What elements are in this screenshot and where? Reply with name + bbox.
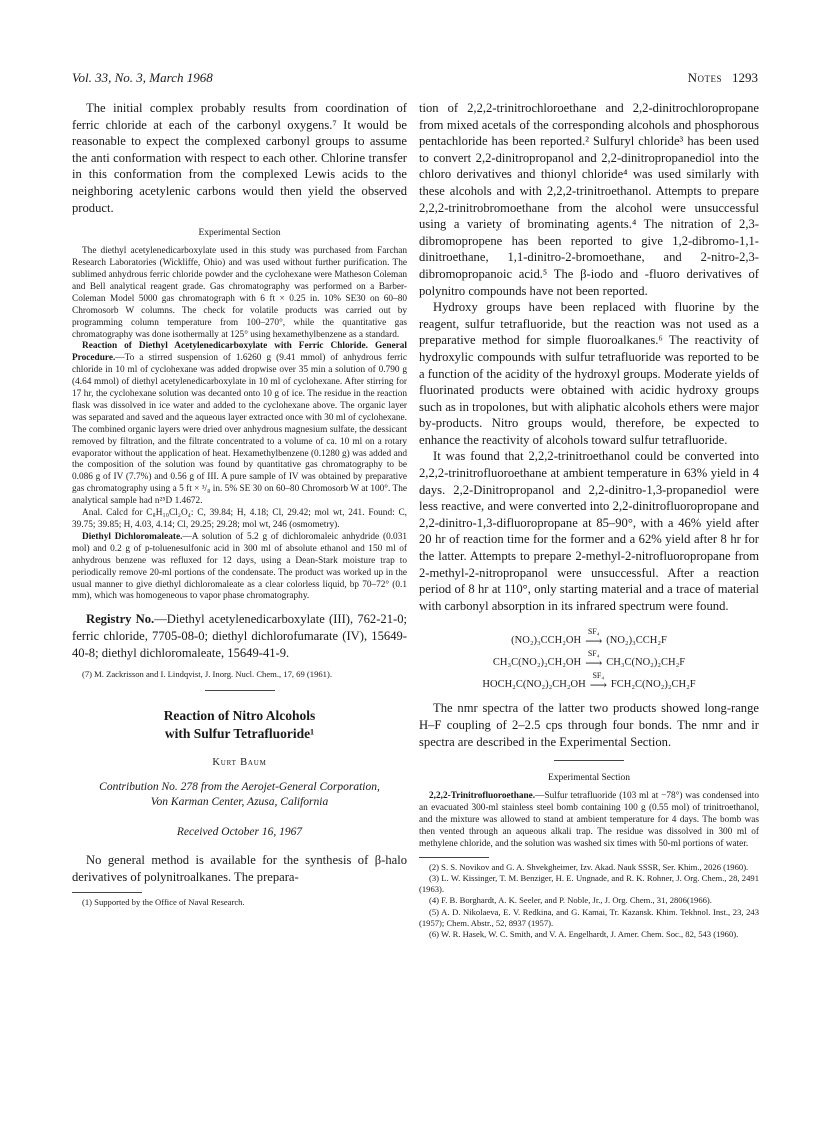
footnote: (5) A. D. Nikolaeva, E. V. Redkina, and G. Kamai, Tr. Kazansk. Khim. Tekhnol. Inst., 23, 243 (1957); Chem. Abstr., 52, 8937 (1957). [419, 906, 759, 928]
subheading: Diethyl Dichloromaleate. [82, 531, 183, 542]
paragraph: Hydroxy groups have been replaced with fluorine by the reagent, sulfur tetrafluoride, but the reaction was not used as a preparative method for simple fluoroalkanes.⁶ The reactivity of hydroxylic compounds with sulfur tetrafluoride was reported to be a function of the acidity of the hydroxyl groups. Moderate yields of fluorinated products were obtained with acidic hydroxy groups such as in tropolones, but with aliphatic alcohols ethers were major by-products. Nitro groups would, therefore, be expected to enhance the reactivity of alcohols toward sulfur tetrafluoride. [419, 300, 759, 447]
footnote-rule [72, 892, 142, 893]
title-line: Reaction of Nitro Alcohols [163, 708, 316, 724]
experimental-paragraph: The diethyl acetylenedicarboxylate used in this study was purchased from Farchan Research Laboratories (Wickliffe, Ohio) and was used without further purification. The sublimed anhydrous ferric chloride powder and the cyclohexane were Matheson Coleman and Bell analytical reagent grade. Gas chromatography was performed on a Barber-Coleman Model 5000 gas chromatograph with 6 ft × 0.25 in. 10% SE30 on 60–80 Chromosorb W columns. The check for volatile products was carried out by programming column temperature from 100–270°, while the quantitative gas chromatography was done isothermally at 125° using hexamethylbenzene as a standard. [72, 246, 407, 340]
paragraph-text: —A solution of 5.2 g of dichloromaleic anhydride (0.031 mol) and 0.2 g of p-toluenesulfonic acid in 300 ml of absolute ethanol and 150 ml of anhydrous benzene was refluxed for 12 days, using a Dean-Stark moisture trap to periodically remove 20-ml portions of the condensate. The product was worked up in the usual manner to give diethyl dichloromaleate as a clear colorless liquid, bp 70–72° (0.1 mm), which was homogeneous to vapor phase chromatography. [72, 531, 407, 602]
footnote: (2) S. S. Novikov and G. A. Shvekgheimer, Izv. Akad. Nauk SSSR, Ser. Khim., 2026 (1960). [429, 861, 749, 872]
reaction-line [419, 646, 759, 671]
footnote: (6) W. R. Hasek, W. C. Smith, and V. A. Engelhardt, J. Amer. Chem. Soc., 82, 543 (1960). [429, 928, 739, 939]
paragraph-text: —Diethyl acetylenedicarboxylate (III), 762-21-0; ferric chloride, 7705-08-0; diethyl dichlorofumarate (IV), 15649-40-8; diethyl dichloromaleate, 15649-41-9. [72, 612, 407, 660]
reactant: CH₃C(NO₂)₂CH₂OH [492, 657, 582, 669]
author: Kurt Baum [212, 757, 267, 769]
product: CH₃C(NO₂)₂CH₂F [606, 657, 686, 669]
page-number: 1293 [732, 70, 758, 85]
paragraph: The nmr spectra of the latter two products showed long-range H–F coupling of 2–2.5 cps through four bonds. The nmr and ir spectra are described in the Experimental Section. [419, 701, 759, 749]
reaction-line [419, 624, 759, 649]
left-column [72, 100, 407, 908]
paragraph: It was found that 2,2,2-trinitroethanol could be converted into 2,2,2-trinitrofluoroethane at ambient temperature in 63% yield in 4 days. 2,2-Dinitropropanol and 2,2-dinitro-1,3-propanediol were less reactive, and were converted into 2,2-dinitrofluoropropane and 2,2-dinitro-1,3-difluoropropane at 85–90°, with a 46% yield after 20 hr of reaction time for the former and a 62% yield after 8 hr for the latter. Attempts to prepare 2-methyl-2-nitrofluoropropane from 2-methyl-2-nitropropanol were unsuccessful. After a reaction period of 8 hr at 110°, only starting material and a trace of material with carbonyl absorption in its infrared spectrum were found. [419, 449, 759, 613]
running-header-right [688, 70, 758, 86]
reaction-arrow [585, 649, 603, 671]
arrow-icon: ⟶ [589, 678, 607, 693]
subheading: 2,2,2-Trinitrofluoroethane. [429, 791, 536, 802]
section-heading: Experimental Section [547, 773, 631, 784]
running-header-left: Vol. 33, No. 3, March 1968 [72, 70, 213, 85]
divider [205, 690, 275, 691]
experimental-paragraph [72, 532, 407, 603]
experimental-paragraph [419, 791, 759, 851]
footnote: (7) M. Zackrisson and I. Lindqvist, J. Inorg. Nucl. Chem., 17, 69 (1961). [82, 669, 332, 680]
subheading: Reaction of Diethyl Acetylenedicarboxylate with Ferric Chloride. General Procedure. [72, 341, 407, 364]
section-label: Notes [687, 70, 722, 85]
title-line: with Sulfur Tetrafluoride¹ [164, 726, 315, 742]
paragraph-text: —To a stirred suspension of 1.6260 g (9.41 mmol) of anhydrous ferric chloride in 10 ml of cyclohexane was added dropwise over 35 min a solution of 0.790 g (4.64 mmol) of diethyl acetylenedicarboxylate in 10 ml of cyclohexane. After stirring for 17 hr, the cyclohexane solution was decanted onto 10 g of ice. The residue in the reaction flask was dissolved in ice water and added to the cyclohexane above. The organic layer was separated and saved and the aqueous layer extracted once with 30 ml of cyclohexane. The combined organic layers were dried over anhydrous magnesium sulfate, the dessicant removed by filtration, and the filtrate concentrated to a volume of ca. 10 ml on a rotary evaporator without the application of heat. Hexamethylbenzene (0.1280 g) was added and the composition of the solution was found by quantitative gas chromatography to be 0.086 g of IV (7.7%) and 0.56 g of III. A pure sample of IV was obtained by preparative gas chromatography using a 5 ft × ³/₈ in. 5% SE 30 on 60–80 Chromosorb W at 100°. The analytical sample had n²⁵D 1.4672. [72, 353, 407, 507]
affiliation-line: Contribution No. 278 from the Aerojet-General Corporation, [99, 781, 380, 794]
section-heading: Experimental Section [198, 228, 281, 239]
reagent-label: SF₄ [587, 649, 600, 659]
reaction-arrow [589, 671, 607, 693]
reaction-line [419, 668, 759, 693]
registry-paragraph [72, 611, 407, 661]
reagent-label: SF₄ [587, 627, 600, 637]
footnote: (3) L. W. Kissinger, T. M. Benziger, H. E. Ungnade, and R. K. Rohner, J. Org. Chem., 28, 2491 (1963). [419, 872, 759, 895]
received-date: Received October 16, 1967 [176, 826, 303, 839]
paragraph: tion of 2,2,2-trinitrochloroethane and 2,2-dinitrochloropropane from mixed acetals of the corresponding alcohols and phosphorous pentachloride has been reported.² Sulfuryl chloride³ has been used to convert 2,2-dinitropropanol and 2,2-dinitropropanediol into the chloro derivatives and thionyl chloride⁴ was used similarly with these alcohols and with 2,2,2-trinitroethanol. Attempts to prepare 2,2,2-trinitrobromoethane from the alcohol were unsuccessful using a variety of brominating agents.⁴ The nitration of 2,3-dibromopropene has been reported to give 1,2-dibromo-1,1-dinitroethane, 1,1-dinitro-2-bromoethane, and 2-nitro-2,3-dibromopropanoic acid.⁵ The β-iodo and -fluoro derivatives of polynitro compounds have not been reported. [419, 101, 759, 298]
product: FCH₂C(NO₂)₂CH₂F [610, 679, 696, 691]
footnote: (4) F. B. Borghardt, A. K. Seeler, and P. Noble, Jr., J. Org. Chem., 31, 2806(1966). [429, 895, 712, 906]
arrow-icon: ⟶ [585, 634, 603, 649]
registry-heading: Registry No. [86, 612, 155, 627]
arrow-icon: ⟶ [585, 656, 603, 671]
product: (NO₂)₃CCH₂F [606, 635, 667, 647]
analysis-paragraph: Anal. Calcd for C₈H₁₀Cl₂O₄: C, 39.84; H, 4.18; Cl, 29.42; mol wt, 241. Found: C, 39.75; 39.85; H, 4.03, 4.14; Cl, 29.25; 29.28; mol wt, 246 (osmometry). [72, 508, 407, 530]
paragraph-text: —Sulfur tetrafluoride (103 ml at −78°) was condensed into an evacuated 300-ml stainless steel bomb containing 100 g (0.55 mol) of trinitroethanol, and the mixture was allowed to stand at ambient temperature for 4 days. The bomb was then vented through an aqueous alkali trap. The residue was dissolved in 300 ml of methylene chloride, and the solution was washed six times with 50-ml portions of water. [419, 791, 759, 849]
reaction-arrow [585, 627, 603, 649]
divider [554, 760, 624, 761]
reactant: (NO₂)₃CCH₂OH [511, 635, 582, 647]
footnote: (1) Supported by the Office of Naval Research. [82, 896, 245, 907]
affiliation-line: Von Karman Center, Azusa, California [150, 796, 329, 809]
paragraph: No general method is available for the synthesis of β-halo derivatives of polynitroalkanes. The prepara- [72, 853, 407, 884]
experimental-paragraph [72, 341, 407, 508]
right-column [419, 100, 759, 940]
affiliation [72, 780, 407, 810]
footnote-rule [419, 857, 489, 858]
reaction-scheme [419, 624, 759, 693]
paragraph: The initial complex probably results from coordination of ferric chloride at each of the carbonyl oxygens.⁷ It would be reasonable to expect the complexed carbonyl groups to assume the anti conformation with respect to each other. Chlorine transfer in this conformation from the complexed Lewis acids to the neighboring acetylenic carbons would then yield the observed product. [72, 101, 407, 215]
article-title [72, 707, 407, 743]
reagent-label: SF₄ [592, 671, 605, 681]
reactant: HOCH₂C(NO₂)₂CH₂OH [482, 679, 586, 691]
